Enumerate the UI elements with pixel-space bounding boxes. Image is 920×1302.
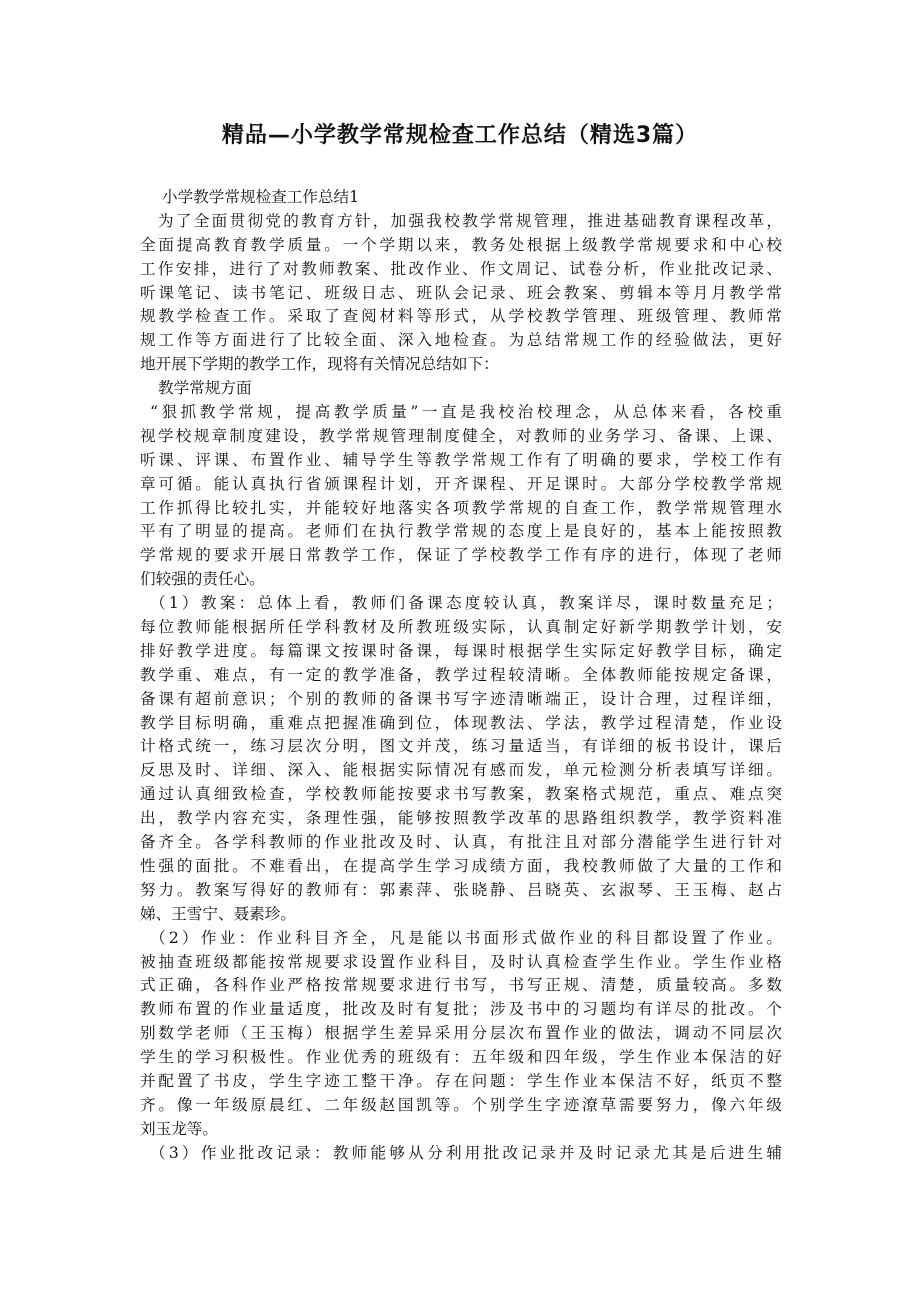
text-line: 们较强的责任心。 bbox=[140, 570, 265, 589]
text-line: 性强的面批。不难看出，在提高学生学习成绩方面，我校教师做了大量的工作和 bbox=[140, 856, 782, 875]
text-line: 教学目标明确，重难点把握准确到位，体现教法、学法，教学过程清楚，作业设 bbox=[140, 713, 782, 732]
text-line: （2）作业：作业科目齐全，凡是能以书面形式做作业的科目都设置了作业。 bbox=[150, 928, 782, 947]
text-line: （1）教案：总体上看，教师们备课态度较认真，教案详尽，课时数量充足； bbox=[150, 594, 782, 613]
text-line: 工作抓得比较扎实，并能较好地落实各项教学常规的自查工作，教学常规管理水 bbox=[140, 498, 782, 517]
text-line: 计格式统一，练习层次分明，图文并茂，练习量适当，有详细的板书设计，课后 bbox=[140, 737, 782, 756]
document-title: 精品—小学教学常规检查工作总结（精选3篇） bbox=[221, 123, 699, 148]
text-line: 全面提高教育教学质量。一个学期以来，教务处根据上级教学常规要求和中心校 bbox=[140, 235, 782, 254]
text-line: 平有了明显的提高。老师们在执行教学常规的态度上是良好的，基本上能按照教 bbox=[140, 522, 782, 541]
text-line: 齐。像一年级原晨红、二年级赵国凯等。个别学生字迹潦草需要努力，像六年级 bbox=[140, 1095, 782, 1114]
text-line: 规工作等方面进行了比较全面、深入地检查。为总结常规工作的经验做法，更好 bbox=[140, 331, 782, 350]
text-line: 教学常规方面 bbox=[158, 379, 252, 398]
text-line: 式正确，各科作业严格按常规要求进行书写，书写正规、清楚，质量较高。多数 bbox=[140, 976, 782, 995]
text-line: 排好教学进度。每篇课文按课时备课，每课时根据学生实际定好教学目标，确定 bbox=[140, 641, 782, 660]
text-line: 为了全面贯彻党的教育方针，加强我校教学常规管理，推进基础教育课程改革， bbox=[158, 211, 782, 230]
text-line: 娣、王雪宁、聂素珍。 bbox=[140, 904, 296, 923]
text-line: 刘玉龙等。 bbox=[140, 1119, 218, 1138]
text-line: 备课有超前意识；个别的教师的备课书写字迹清晰端正，设计合理，过程详细， bbox=[140, 689, 782, 708]
text-line: 教师布置的作业量适度，批改及时有复批；涉及书中的习题均有详尽的批改。个 bbox=[140, 1000, 782, 1019]
text-line: 工作安排，进行了对教师教案、批改作业、作文周记、试卷分析，作业批改记录、 bbox=[140, 259, 782, 278]
text-line: 每位教师能根据所任学科教材及所教班级实际，认真制定好新学期教学计划，安 bbox=[140, 618, 782, 637]
text-line: 备齐全。各学科教师的作业批改及时、认真，有批注且对部分潜能学生进行针对 bbox=[140, 833, 782, 852]
text-line: 小学教学常规检查工作总结1 bbox=[162, 188, 360, 206]
text-line: 学生的学习积极性。作业优秀的班级有：五年级和四年级，学生作业本保洁的好 bbox=[140, 1048, 782, 1067]
text-line: 出，教学内容充实，条理性强，能够按照教学改革的思路组织教学，教学资料准 bbox=[140, 809, 782, 828]
text-line: 努力。教案写得好的教师有：郭素萍、张晓静、吕晓英、玄淑琴、王玉梅、赵占 bbox=[140, 880, 782, 899]
text-line: （3）作业批改记录：教师能够从分利用批改记录并及时记录尤其是后进生辅 bbox=[150, 1143, 782, 1162]
document-body bbox=[140, 186, 782, 1166]
text-line: 听课、评课、布置作业、辅导学生等教学常规工作有了明确的要求，学校工作有 bbox=[140, 450, 782, 469]
text-line: 并配置了书皮，学生字迹工整干净。存在问题：学生作业本保洁不好，纸页不整 bbox=[140, 1071, 782, 1090]
text-line: 视学校规章制度建设，教学常规管理制度健全，对教师的业务学习、备课、上课、 bbox=[140, 426, 782, 445]
text-line: 章可循。能认真执行省颁课程计划，开齐课程、开足课时。大部分学校教学常规 bbox=[140, 474, 782, 493]
text-line: 听课笔记、读书笔记、班级日志、班队会记录、班会教案、剪辑本等月月教学常 bbox=[140, 283, 782, 302]
text-line: 被抽查班级都能按常规要求设置作业科目，及时认真检查学生作业。学生作业格 bbox=[140, 952, 782, 971]
text-line: 学常规的要求开展日常教学工作，保证了学校教学工作有序的进行，体现了老师 bbox=[140, 546, 782, 565]
text-line: 别数学老师（王玉梅）根据学生差异采用分层次布置作业的做法，调动不同层次 bbox=[140, 1024, 782, 1043]
text-line: 通过认真细致检查，学校教师能按要求书写教案，教案格式规范，重点、难点突 bbox=[140, 785, 782, 804]
text-line: 规教学检查工作。采取了查阅材料等形式，从学校教学管理、班级管理、教师常 bbox=[140, 307, 782, 326]
text-line: 地开展下学期的教学工作，现将有关情况总结如下： bbox=[140, 355, 499, 374]
text-line: 教学重、难点，有一定的教学准备，教学过程较清晰。全体教师能按规定备课， bbox=[140, 665, 782, 684]
text-line: “狠抓教学常规，提高教学质量”一直是我校治校理念，从总体来看，各校重 bbox=[150, 403, 782, 422]
text-line: 反思及时、详细、深入、能根据实际情况有感而发，单元检测分析表填写详细。 bbox=[140, 761, 782, 780]
